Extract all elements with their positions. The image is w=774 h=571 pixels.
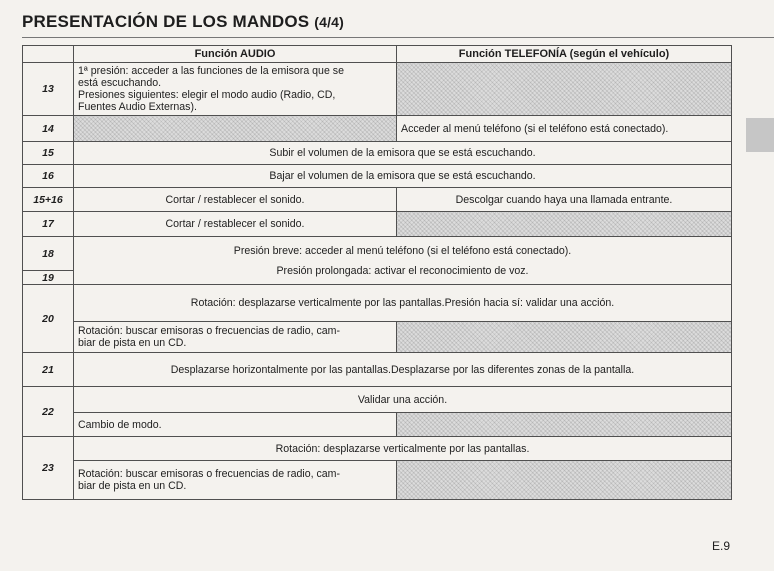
row-number: 23 bbox=[23, 437, 74, 500]
shaded-cell bbox=[397, 63, 732, 116]
row-number: 14 bbox=[23, 116, 74, 142]
table-row bbox=[23, 63, 732, 116]
shaded-cell bbox=[397, 413, 732, 437]
table-row bbox=[23, 212, 732, 237]
audio-line: 1ª presión: acceder a las funciones de la emisora que se bbox=[78, 65, 344, 77]
audio-line: biar de pista en un CD. bbox=[78, 337, 187, 349]
page-title bbox=[22, 12, 344, 32]
both-line: Presión breve: acceder al menú teléfono (si el teléfono está conectado). bbox=[233, 244, 572, 257]
audio-cell: Cortar / restablecer el sonido. bbox=[74, 188, 397, 212]
both-cell bbox=[74, 237, 732, 285]
row-number: 15 bbox=[23, 142, 74, 165]
row-number: 18 bbox=[23, 237, 74, 271]
audio-line: biar de pista en un CD. bbox=[78, 480, 187, 492]
section-tab bbox=[746, 118, 774, 152]
table-row bbox=[23, 461, 732, 500]
row-number: 22 bbox=[23, 387, 74, 437]
audio-cell: Cambio de modo. bbox=[74, 413, 397, 437]
table-row bbox=[23, 437, 732, 461]
table-row bbox=[23, 165, 732, 188]
row-number: 21 bbox=[23, 353, 74, 387]
table-row bbox=[23, 353, 732, 387]
header-blank bbox=[23, 46, 74, 63]
both-cell: Bajar el volumen de la emisora que se está escuchando. bbox=[74, 165, 732, 188]
both-cell: Rotación: desplazarse verticalmente por las pantallas.Presión hacia sí: validar una acción. bbox=[74, 285, 732, 322]
title-main: PRESENTACIÓN DE LOS MANDOS bbox=[22, 12, 310, 31]
table-row bbox=[23, 188, 732, 212]
table-row bbox=[23, 142, 732, 165]
table-row bbox=[23, 413, 732, 437]
page-number: E.9 bbox=[712, 539, 731, 553]
title-rule bbox=[22, 37, 774, 38]
telephony-cell: Descolgar cuando haya una llamada entrante. bbox=[397, 188, 732, 212]
audio-line: Rotación: buscar emisoras o frecuencias de radio, cam- bbox=[78, 468, 341, 480]
table-row bbox=[23, 285, 732, 322]
table-row bbox=[23, 116, 732, 142]
audio-cell bbox=[74, 63, 397, 116]
audio-line: está escuchando. bbox=[78, 77, 162, 89]
row-number: 16 bbox=[23, 165, 74, 188]
shaded-cell bbox=[397, 322, 732, 353]
row-number: 17 bbox=[23, 212, 74, 237]
audio-cell bbox=[74, 461, 397, 500]
header-telephony: Función TELEFONÍA (según el vehículo) bbox=[397, 46, 732, 63]
telephony-cell: Acceder al menú teléfono (si el teléfono está conectado). bbox=[397, 116, 732, 142]
both-cell: Validar una acción. bbox=[74, 387, 732, 413]
both-line: Presión prolongada: activar el reconocimiento de voz. bbox=[276, 264, 529, 277]
row-number: 20 bbox=[23, 285, 74, 353]
audio-line: Rotación: buscar emisoras o frecuencias de radio, cam- bbox=[78, 325, 341, 337]
row-number: 13 bbox=[23, 63, 74, 116]
table-row bbox=[23, 237, 732, 271]
shaded-cell bbox=[397, 212, 732, 237]
both-cell: Desplazarse horizontalmente por las pantallas.Desplazarse por las diferentes zonas de la pantalla. bbox=[74, 353, 732, 387]
shaded-cell bbox=[397, 461, 732, 500]
row-number: 19 bbox=[23, 271, 74, 285]
table-header-row bbox=[23, 46, 732, 63]
table-row bbox=[23, 322, 732, 353]
audio-line: Fuentes Audio Externas). bbox=[78, 101, 197, 113]
header-audio: Función AUDIO bbox=[74, 46, 397, 63]
audio-cell bbox=[74, 322, 397, 353]
both-cell: Rotación: desplazarse verticalmente por las pantallas. bbox=[74, 437, 732, 461]
shaded-cell bbox=[74, 116, 397, 142]
title-part: (4/4) bbox=[314, 14, 345, 30]
audio-cell: Cortar / restablecer el sonido. bbox=[74, 212, 397, 237]
controls-table bbox=[22, 45, 732, 500]
table-row bbox=[23, 387, 732, 413]
both-cell: Subir el volumen de la emisora que se está escuchando. bbox=[74, 142, 732, 165]
row-number: 15+16 bbox=[23, 188, 74, 212]
audio-line: Presiones siguientes: elegir el modo audio (Radio, CD, bbox=[78, 89, 336, 101]
